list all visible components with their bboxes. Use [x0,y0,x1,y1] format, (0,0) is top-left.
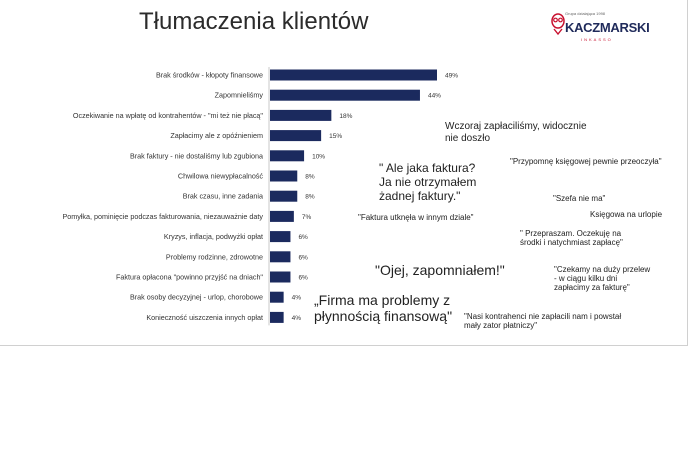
category-label: Konieczność uiszczenia innych opłat [146,312,263,322]
category-label: Problemy rodzinne, zdrowotne [165,252,263,262]
bar [270,90,420,101]
value-label: 8% [305,193,315,201]
logo-sub: INKASSO [581,37,613,42]
bar [270,191,297,202]
quote-ojej: "Ojej, zapomniałem!" [375,262,505,278]
bar [270,292,284,303]
category-label: Brak osoby decyzyjnej - urlop, chorobowe [129,292,263,302]
bar [270,312,284,323]
quote-szefa-nie-ma: "Szefa nie ma" [553,194,606,203]
quote-czekamy-przelew: "Czekamy na duży przelew - w ciągu kilku dni zapłacimy za fakturę" [554,265,651,293]
category-label: Zapłacimy ale z opóźnieniem [170,131,263,141]
category-label: Brak faktury - nie dostaliśmy lub zgubiona [129,151,263,161]
value-label: 18% [339,112,353,120]
quote-ksiegowa-przeoczyla: "Przypomnę księgowej pewnie przeoczyła" [510,157,662,166]
bar [270,70,437,81]
quote-jaka-faktura: " Ale jaka faktura? Ja nie otrzymałem żadnej faktury." [379,161,477,203]
bar [270,110,331,121]
value-label: 6% [298,234,308,242]
slide-title: Tłumaczenia klientów [139,8,369,35]
bar [270,171,297,182]
quote-wczoraj: Wczoraj zapłaciliśmy, widocznie nie doszło [445,121,587,144]
value-label: 6% [298,254,308,262]
bar [270,251,290,262]
bar [270,272,290,283]
quote-firma-plynnosc: „Firma ma problemy z płynnością finansową" [314,292,453,325]
value-label: 4% [291,294,302,302]
category-label: Brak czasu, inne zadania [182,191,263,201]
quote-kontrahenci-zator: "Nasi kontrahenci nie zapłacili nam i powstał mały zator płatniczy" [464,312,622,331]
quote-ksiegowa-urlop: Księgowa na urlopie [590,210,663,219]
category-label: Kryzys, inflacja, podwyżki opłat [163,232,263,242]
category-label: Chwilowa niewypłacalność [177,171,263,181]
bar [270,211,294,222]
bar [270,231,290,242]
logo-brand: KACZMARSKI [565,20,650,35]
value-label: 4% [291,314,302,322]
bar [270,150,304,161]
category-label: Brak środków - kłopoty finansowe [155,70,263,80]
quote-przepraszam: " Przepraszam. Oczekuję na środki i natychmiast zapłacę" [520,229,623,248]
quote-faktura-utknela: "Faktura utknęła w innym dziale" [358,213,474,222]
value-label: 15% [329,133,343,141]
category-label: Pomyłka, pominięcie podczas fakturowania, niezauważnie daty [62,211,263,221]
logo-tagline: Grupa działająca 1998 [565,11,606,16]
category-label: Faktura opłacona "powinno przyjść na dniach" [116,272,263,282]
value-label: 8% [305,173,315,181]
value-label: 44% [427,92,441,100]
value-label: 7% [301,213,312,221]
value-label: 6% [298,274,308,282]
value-label: 10% [312,153,326,161]
value-label: 49% [445,72,459,80]
category-label: Oczekiwanie na wpłatę od kontrahentów - "mi też nie płacą" [72,110,263,120]
category-label: Zapomnieliśmy [214,90,263,100]
bar [270,130,321,141]
